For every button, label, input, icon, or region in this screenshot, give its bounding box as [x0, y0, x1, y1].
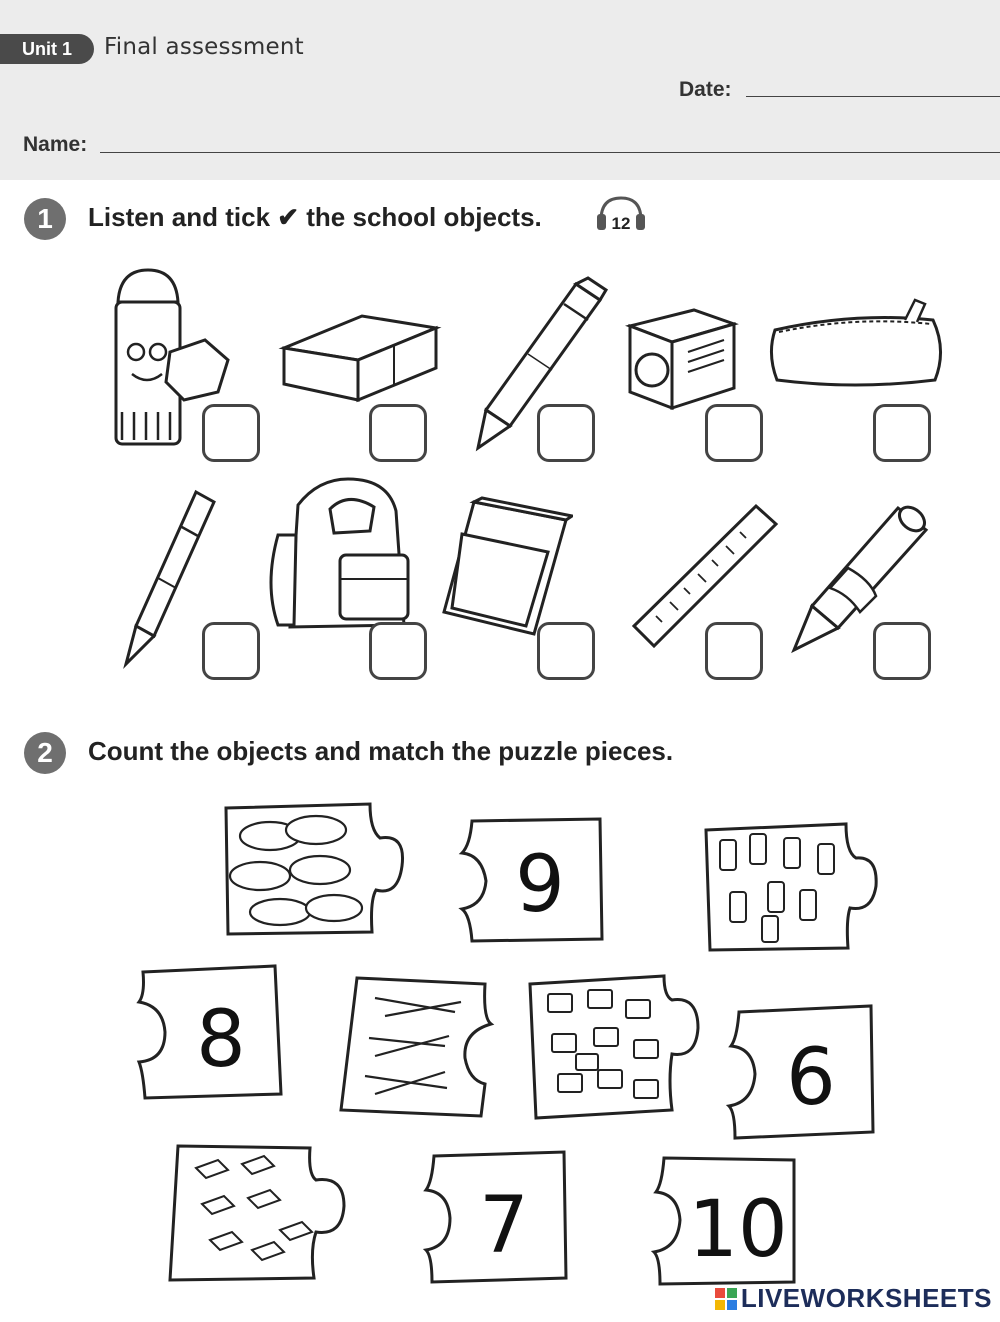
- tick-box-pencil[interactable]: [537, 404, 595, 462]
- sharpener-icon: [624, 296, 744, 416]
- header-band: [0, 0, 1000, 180]
- tick-box-ruler[interactable]: [705, 622, 763, 680]
- tick-box-pen[interactable]: [202, 622, 260, 680]
- tick-box-sharpener[interactable]: [705, 404, 763, 462]
- puzzle-piece-number-6[interactable]: [725, 1002, 880, 1142]
- number-7-label: 7: [479, 1181, 529, 1271]
- tick-box-pencil-case[interactable]: [873, 404, 931, 462]
- unit-badge: Unit 1: [0, 34, 94, 64]
- puzzle-piece-glue-sticks[interactable]: [700, 820, 880, 955]
- puzzle-piece-rubbers[interactable]: [162, 1140, 357, 1285]
- name-field[interactable]: [100, 152, 1000, 153]
- puzzle-piece-pencil-cases[interactable]: [220, 800, 410, 940]
- date-label: Date:: [679, 78, 732, 101]
- tick-box-rubber[interactable]: [369, 404, 427, 462]
- tick-box-crayon[interactable]: [873, 622, 931, 680]
- puzzle-piece-number-10[interactable]: [650, 1152, 800, 1288]
- headphones-icon[interactable]: [595, 194, 647, 234]
- puzzle-piece-pencils[interactable]: [335, 972, 495, 1122]
- school-bag-icon: [258, 475, 418, 635]
- brand-name: LIVEWORKSHEETS: [740, 1283, 992, 1313]
- exercise-2-instruction: Count the objects and match the puzzle pieces.: [88, 736, 674, 766]
- logo-grid-icon: [715, 1288, 737, 1310]
- liveworksheets-logo: [715, 1283, 992, 1314]
- audio-track-number: 12: [611, 214, 631, 233]
- number-10-label: 10: [688, 1185, 788, 1275]
- tick-box-school-bag[interactable]: [369, 622, 427, 680]
- pencil-case-icon: [765, 290, 950, 400]
- number-8-label: 8: [196, 995, 246, 1085]
- tick-box-glue-stick[interactable]: [202, 404, 260, 462]
- number-9-label: 9: [515, 840, 565, 930]
- puzzle-piece-number-7[interactable]: [420, 1148, 570, 1286]
- name-label: Name:: [23, 133, 88, 156]
- exercise-1-instruction: Listen and tick ✔ the school objects.: [88, 202, 542, 232]
- rubber-icon: [278, 298, 443, 408]
- number-6-label: 6: [786, 1033, 836, 1123]
- puzzle-piece-number-8[interactable]: [135, 962, 290, 1102]
- date-field[interactable]: [746, 96, 1000, 97]
- worksheet-title: Final assessment: [104, 34, 304, 60]
- book-icon: [438, 494, 573, 639]
- exercise-2-number: 2: [24, 732, 66, 774]
- tick-box-book[interactable]: [537, 622, 595, 680]
- puzzle-piece-number-9[interactable]: [458, 815, 608, 945]
- puzzle-piece-sharpeners[interactable]: [522, 970, 702, 1125]
- exercise-1-number: 1: [24, 198, 66, 240]
